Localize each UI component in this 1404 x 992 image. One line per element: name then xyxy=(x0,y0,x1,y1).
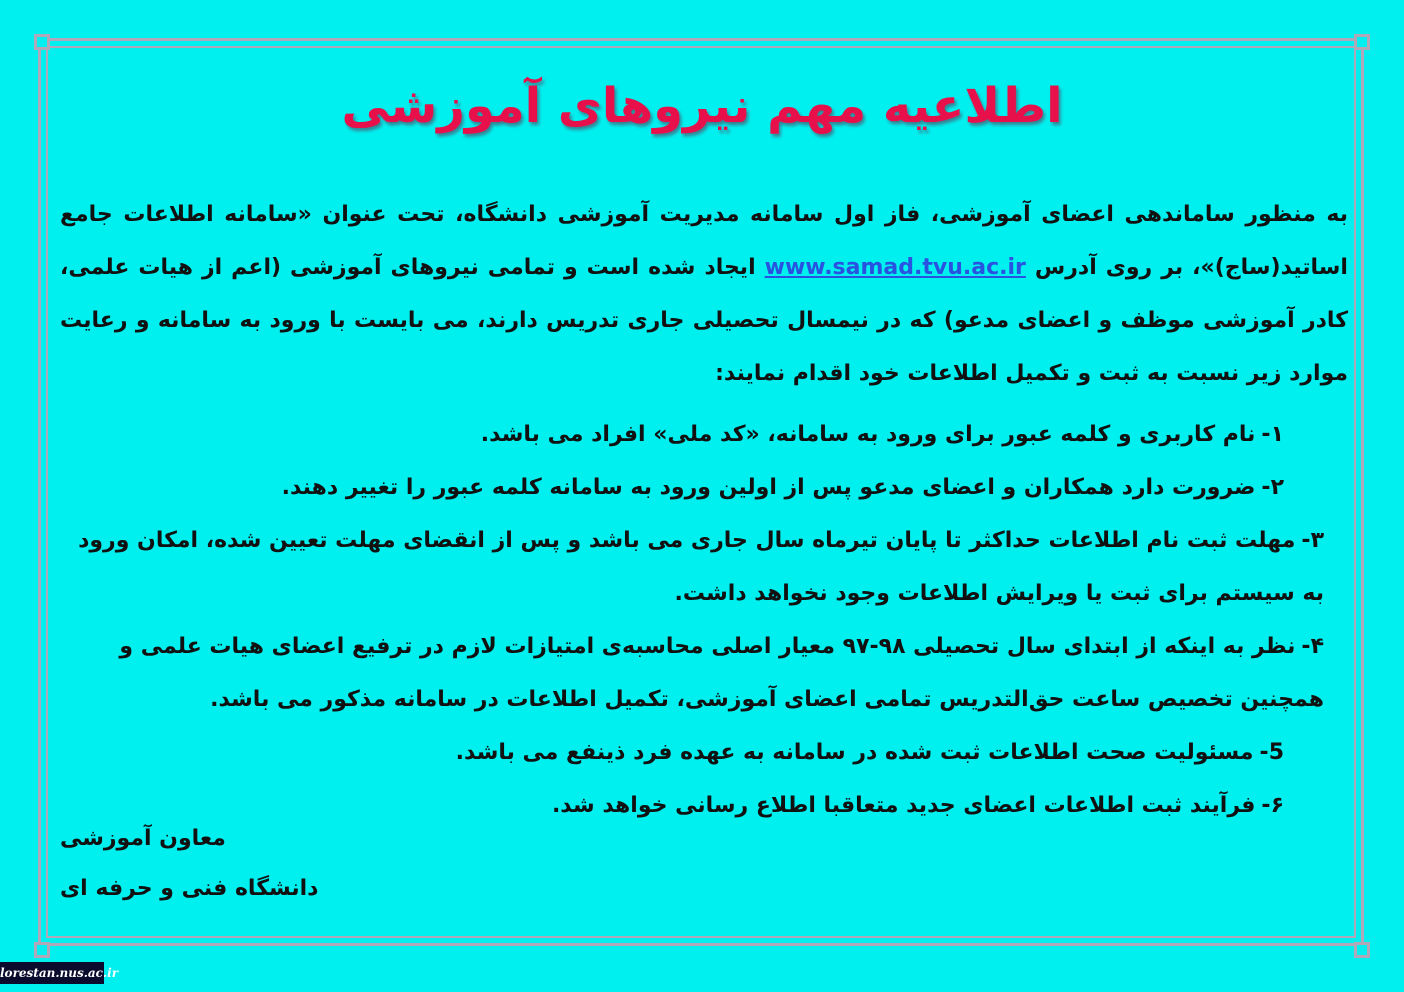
signature-organization: دانشگاه فنی و حرفه ای xyxy=(60,876,319,901)
item-text: فرآیند ثبت اطلاعات اعضای جدید متعاقبا اطلاع رسانی خواهد شد. xyxy=(551,793,1256,818)
item-number: ۲- xyxy=(1261,475,1284,500)
item-text: نام کاربری و کلمه عبور برای ورود به سامانه، «کد ملی» افراد می باشد. xyxy=(480,422,1256,447)
intro-text-start: به منظور ساماندهی اعضای آموزشی، فاز اول سامانه مدیریت آموزشی دانشگاه، تحت عنوان «سامانه اطلاعات جامع اساتید(ساج)»، بر روی آدرس xyxy=(60,202,1348,280)
samad-link[interactable]: www.samad.tvu.ac.ir xyxy=(764,255,1026,280)
announcement-title: اطلاعیه مهم نیروهای آموزشی xyxy=(341,78,1063,134)
intro-text-end: ایجاد شده است و تمامی نیروهای آموزشی (اعم از هیات علمی، کادر آموزشی موظف و اعضای مدعو) که در نیمسال تحصیلی جاری تدریس دارند، می بایست با ورود به سامانه و رعایت موارد زیر نسبت به ثبت و تکمیل اطلاعات خود اقدام نمایند: xyxy=(60,255,1348,386)
list-item xyxy=(60,779,1324,832)
border-corner xyxy=(34,34,50,50)
item-text: مهلت ثبت نام اطلاعات حداکثر تا پایان تیرماه سال جاری می باشد و پس از انقضای مهلت تعیین شده، امکان ورود به سیستم برای ثبت یا ویرایش اطلاعات وجود نخواهد داشت. xyxy=(78,528,1324,606)
border-corner xyxy=(1354,34,1370,50)
list-item xyxy=(60,408,1324,461)
instruction-list xyxy=(60,408,1324,832)
list-item xyxy=(60,620,1324,726)
item-number: ۴- xyxy=(1301,634,1324,659)
signature-title: معاون آموزشی xyxy=(60,826,226,851)
item-number: 5- xyxy=(1259,740,1284,765)
item-text: مسئولیت صحت اطلاعات ثبت شده در سامانه به عهده فرد ذینفع می باشد. xyxy=(455,740,1254,765)
site-watermark: lorestan.nus.ac.ir xyxy=(0,962,104,984)
intro-paragraph xyxy=(60,188,1348,400)
list-item xyxy=(60,726,1324,779)
item-text: ضرورت دارد همکاران و اعضای مدعو پس از اولین ورود به سامانه کلمه عبور را تغییر دهند. xyxy=(281,475,1256,500)
item-text: نظر به اینکه از ابتدای سال تحصیلی ۹۸-۹۷ معیار اصلی محاسبه‌ی امتیازات لازم در ترفیع اعضای هیات علمی و همچنین تخصیص ساعت حق‌التدریس تمامی اعضای آموزشی، تکمیل اطلاعات در سامانه مذکور می باشد. xyxy=(119,634,1324,712)
item-number: ۳- xyxy=(1301,528,1324,553)
list-item xyxy=(60,461,1324,514)
item-number: ۱- xyxy=(1261,422,1284,447)
item-number: ۶- xyxy=(1261,793,1284,818)
border-corner xyxy=(1354,942,1370,958)
border-corner xyxy=(34,942,50,958)
list-item xyxy=(60,514,1324,620)
